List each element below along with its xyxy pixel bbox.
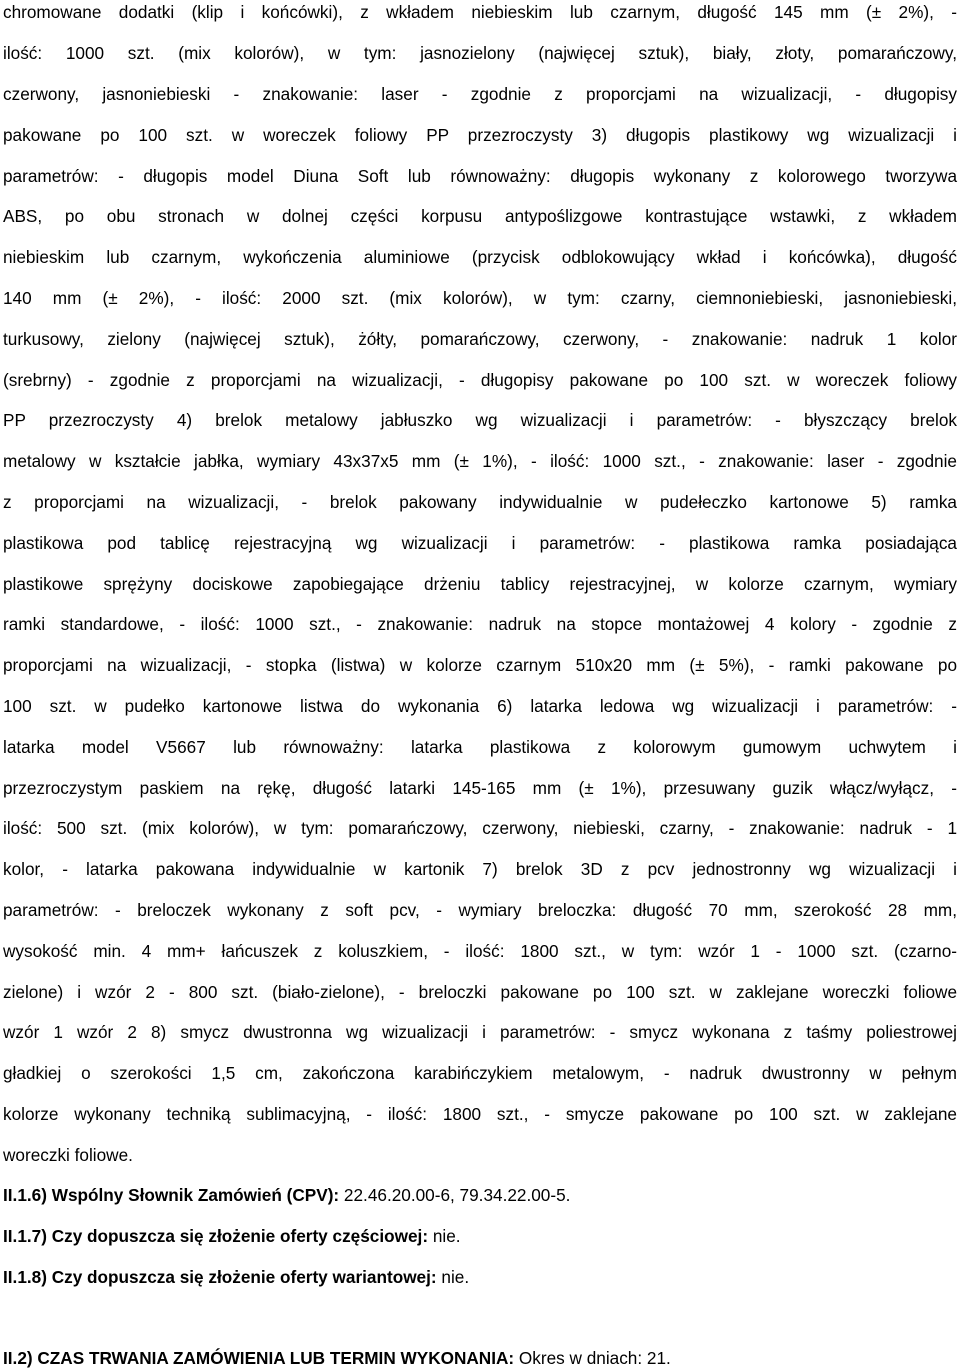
text-line: zielone) i wzór 2 - 800 szt. (biało-zielone), - breloczki pakowane po 100 szt. w zaklejane woreczki foliowe <box>3 982 957 1002</box>
section-label: II.1.7) Czy dopuszcza się złożenie oferty częściowej: <box>3 1226 429 1246</box>
text-line: ABS, po obu stronach w dolnej części korpusu antypoślizgowe kontrastujące wstawki, z wkładem <box>3 206 957 226</box>
text-line: przezroczystym paskiem na rękę, długość latarki 145-165 mm (± 1%), przesuwany guzik włącz/wyłącz, - <box>3 778 957 798</box>
text-line: proporcjami na wizualizacji, - stopka (listwa) w kolorze czarnym 510x20 mm (± 5%), - ramki pakowane po <box>3 655 957 675</box>
text-line: gładkiej o szerokości 1,5 cm, zakończona karabińczykiem metalowym, - nadruk dwustronny w pełnym <box>3 1063 957 1083</box>
text-line: plastikowa pod tablicę rejestracyjną wg wizualizacji i parametrów: - plastikowa ramka posiadająca <box>3 533 957 553</box>
section-duration <box>3 1348 671 1368</box>
text-line: turkusowy, zielony (najwięcej sztuk), żółty, pomarańczowy, czerwony, - znakowanie: nadruk 1 kolor <box>3 329 957 349</box>
text-line: parametrów: - breloczek wykonany z soft pcv, - wymiary breloczka: długość 70 mm, szerokość 28 mm, <box>3 900 957 920</box>
text-line: metalowy w kształcie jabłka, wymiary 43x37x5 mm (± 1%), - ilość: 1000 szt., - znakowanie: laser - zgodnie <box>3 451 957 471</box>
text-line: czerwony, jasnoniebieski - znakowanie: laser - zgodnie z proporcjami na wizualizacji, - długopisy <box>3 84 957 104</box>
text-line: kolorze wykonany techniką sublimacyjną, - ilość: 1800 szt., - smycze pakowane po 100 szt. w zaklejane <box>3 1104 957 1124</box>
text-line: chromowane dodatki (klip i końcówki), z wkładem niebieskim lub czarnym, długość 145 mm (± 2%), - <box>3 2 957 22</box>
text-line: wzór 1 wzór 2 8) smycz dwustronna wg wizualizacji i parametrów: - smycz wykonana z taśmy poliestrowej <box>3 1022 957 1042</box>
text-line: 140 mm (± 2%), - ilość: 2000 szt. (mix kolorów), w tym: czarny, ciemnoniebieski, jasnoniebieski, <box>3 288 957 308</box>
text-line: ilość: 1000 szt. (mix kolorów), w tym: jasnozielony (najwięcej sztuk), biały, złoty, pomarańczowy, <box>3 43 957 63</box>
section-value: Okres w dniach: 21. <box>514 1348 671 1368</box>
text-line: niebieskim lub czarnym, wykończenia aluminiowe (przycisk odblokowujący wkład i końcówka), długość <box>3 247 957 267</box>
section-value: 22.46.20.00-6, 79.34.22.00-5. <box>339 1185 571 1205</box>
text-line: PP przezroczysty 4) brelok metalowy jabłuszko wg wizualizacji i parametrów: - błyszczący brelok <box>3 410 957 430</box>
text-line: 100 szt. w pudełko kartonowe listwa do wykonania 6) latarka ledowa wg wizualizacji i parametrów: - <box>3 696 957 716</box>
section-cpv <box>3 1185 570 1205</box>
text-line: latarka model V5667 lub równoważny: latarka plastikowa z kolorowym gumowym uchwytem i <box>3 737 957 757</box>
section-label: II.1.6) Wspólny Słownik Zamówień (CPV): <box>3 1185 340 1205</box>
text-line: pakowane po 100 szt. w woreczek foliowy PP przezroczysty 3) długopis plastikowy wg wizualizacji i <box>3 125 957 145</box>
section-partial-offer <box>3 1226 461 1246</box>
text-line: kolor, - latarka pakowana indywidualnie w kartonik 7) brelok 3D z pcv jednostronny wg wizualizacji i <box>3 859 957 879</box>
text-line: (srebrny) - zgodnie z proporcjami na wizualizacji, - długopisy pakowane po 100 szt. w woreczek foliowy <box>3 370 957 390</box>
text-line: woreczki foliowe. <box>3 1145 133 1165</box>
section-value: nie. <box>436 1267 470 1287</box>
text-line: ramki standardowe, - ilość: 1000 szt., - znakowanie: nadruk na stopce montażowej 4 kolory - zgodnie z <box>3 614 957 634</box>
section-variant-offer <box>3 1267 469 1287</box>
text-line: plastikowe sprężyny dociskowe zapobiegające drżeniu tablicy rejestracyjnej, w kolorze czarnym, wymiary <box>3 574 957 594</box>
text-line: wysokość min. 4 mm+ łańcuszek z koluszkiem, - ilość: 1800 szt., w tym: wzór 1 - 1000 szt. (czarno- <box>3 941 957 961</box>
section-label: II.2) CZAS TRWANIA ZAMÓWIENIA LUB TERMIN WYKONANIA: <box>3 1348 515 1368</box>
text-line: parametrów: - długopis model Diuna Soft lub równoważny: długopis wykonany z kolorowego tworzywa <box>3 166 957 186</box>
section-value: nie. <box>428 1226 461 1246</box>
section-label: II.1.8) Czy dopuszcza się złożenie oferty wariantowej: <box>3 1267 437 1287</box>
text-line: z proporcjami na wizualizacji, - brelok pakowany indywidualnie w pudełeczko kartonowe 5) ramka <box>3 492 957 512</box>
text-line: ilość: 500 szt. (mix kolorów), w tym: pomarańczowy, czerwony, niebieski, czarny, - znakowanie: nadruk - 1 <box>3 818 957 838</box>
